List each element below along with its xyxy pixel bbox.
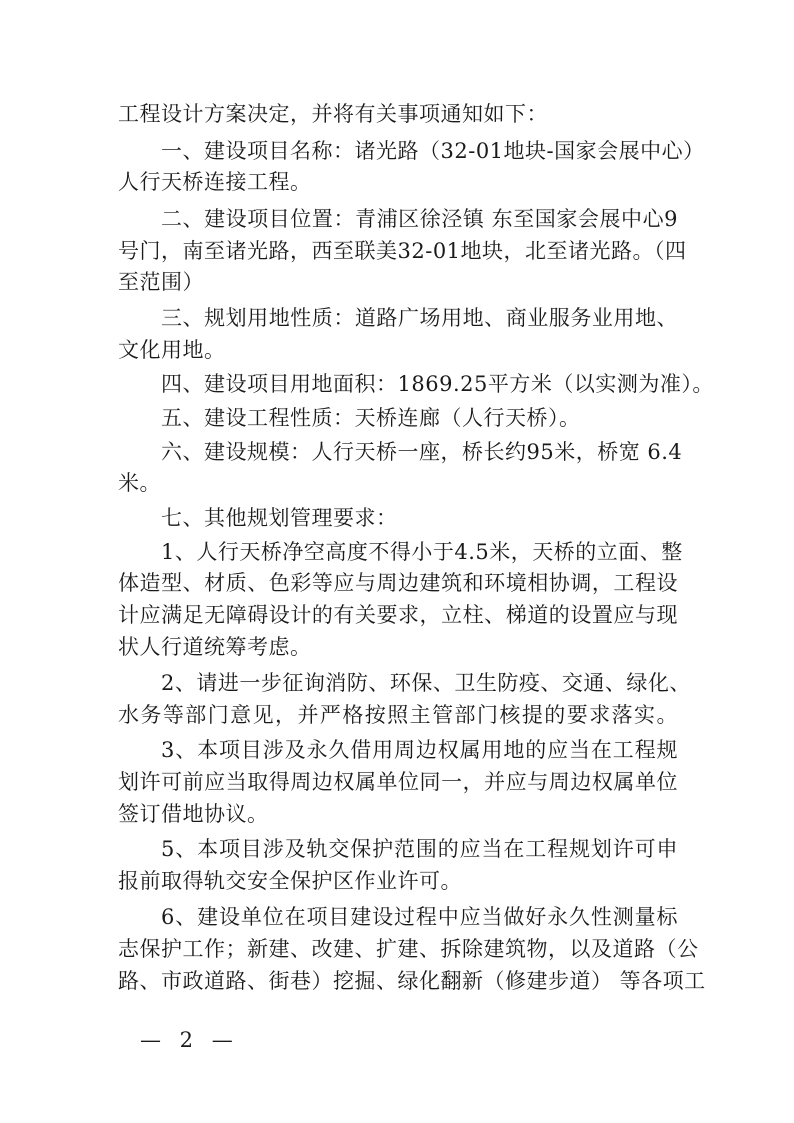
text-line: 报前取得轨交安全保护区作业许可。 [118,869,462,893]
text-line: 五、建设工程性质：天桥连廊（人行天桥）。 [161,406,581,430]
text-line: 1、人行天桥净空高度不得小于4.5米，天桥的立面、整 [161,540,683,564]
text-line: 米。 [118,471,161,495]
text-line: 6、建设单位在项目建设过程中应当做好永久性测量标 [161,905,678,929]
text-line: 号门，南至诸光路，西至联美32-01地块，北至诸光路。（四 [118,239,687,263]
text-line: 七、其他规划管理要求： [161,506,398,530]
text-line: 二、建设项目位置：青浦区徐泾镇 东至国家会展中心9 [161,207,678,231]
text-line: 3、本项目涉及永久借用周边权属用地的应当在工程规 [161,738,678,762]
text-line: 六、建设规模：人行天桥一座，桥长约95米，桥宽 6.4 [161,440,683,464]
text-line: 状人行道统筹考虑。 [118,635,312,659]
text-line: 水务等部门意见，并严格按照主管部门核提的要求落实。 [118,703,678,727]
text-line: 工程设计方案决定，并将有关事项通知如下： [118,102,548,126]
text-line: 志保护工作；新建、改建、扩建、拆除建筑物，以及道路（公 [118,937,699,961]
text-line: 人行天桥连接工程。 [118,170,312,194]
text-line: 签订借地协议。 [118,802,269,826]
text-line: 文化用地。 [118,338,226,362]
text-line: 2、请进一步征询消防、环保、卫生防疫、交通、绿化、 [161,671,691,695]
page-number: — 2 — [140,1028,239,1052]
text-line: 划许可前应当取得周边权属单位同一，并应与周边权属单位 [118,770,678,794]
text-line: 一、建设项目名称：诸光路（32-01地块-国家会展中心） [161,139,705,163]
text-line: 计应满足无障碍设计的有关要求，立柱、梯道的设置应与现 [118,603,678,627]
text-line: 三、规划用地性质：道路广场用地、商业服务业用地、 [161,306,678,330]
text-line: 5、本项目涉及轨交保护范围的应当在工程规划许可申 [161,837,678,861]
text-line: 路、市政道路、街巷）挖掘、绿化翻新（修建步道） 等各项工 [118,969,706,993]
text-line: 至范围） [118,270,204,294]
text-line: 体造型、材质、色彩等应与周边建筑和环境相协调，工程设 [118,571,678,595]
text-line: 四、建设项目用地面积：1869.25平方米（以实测为准）。 [161,372,714,396]
